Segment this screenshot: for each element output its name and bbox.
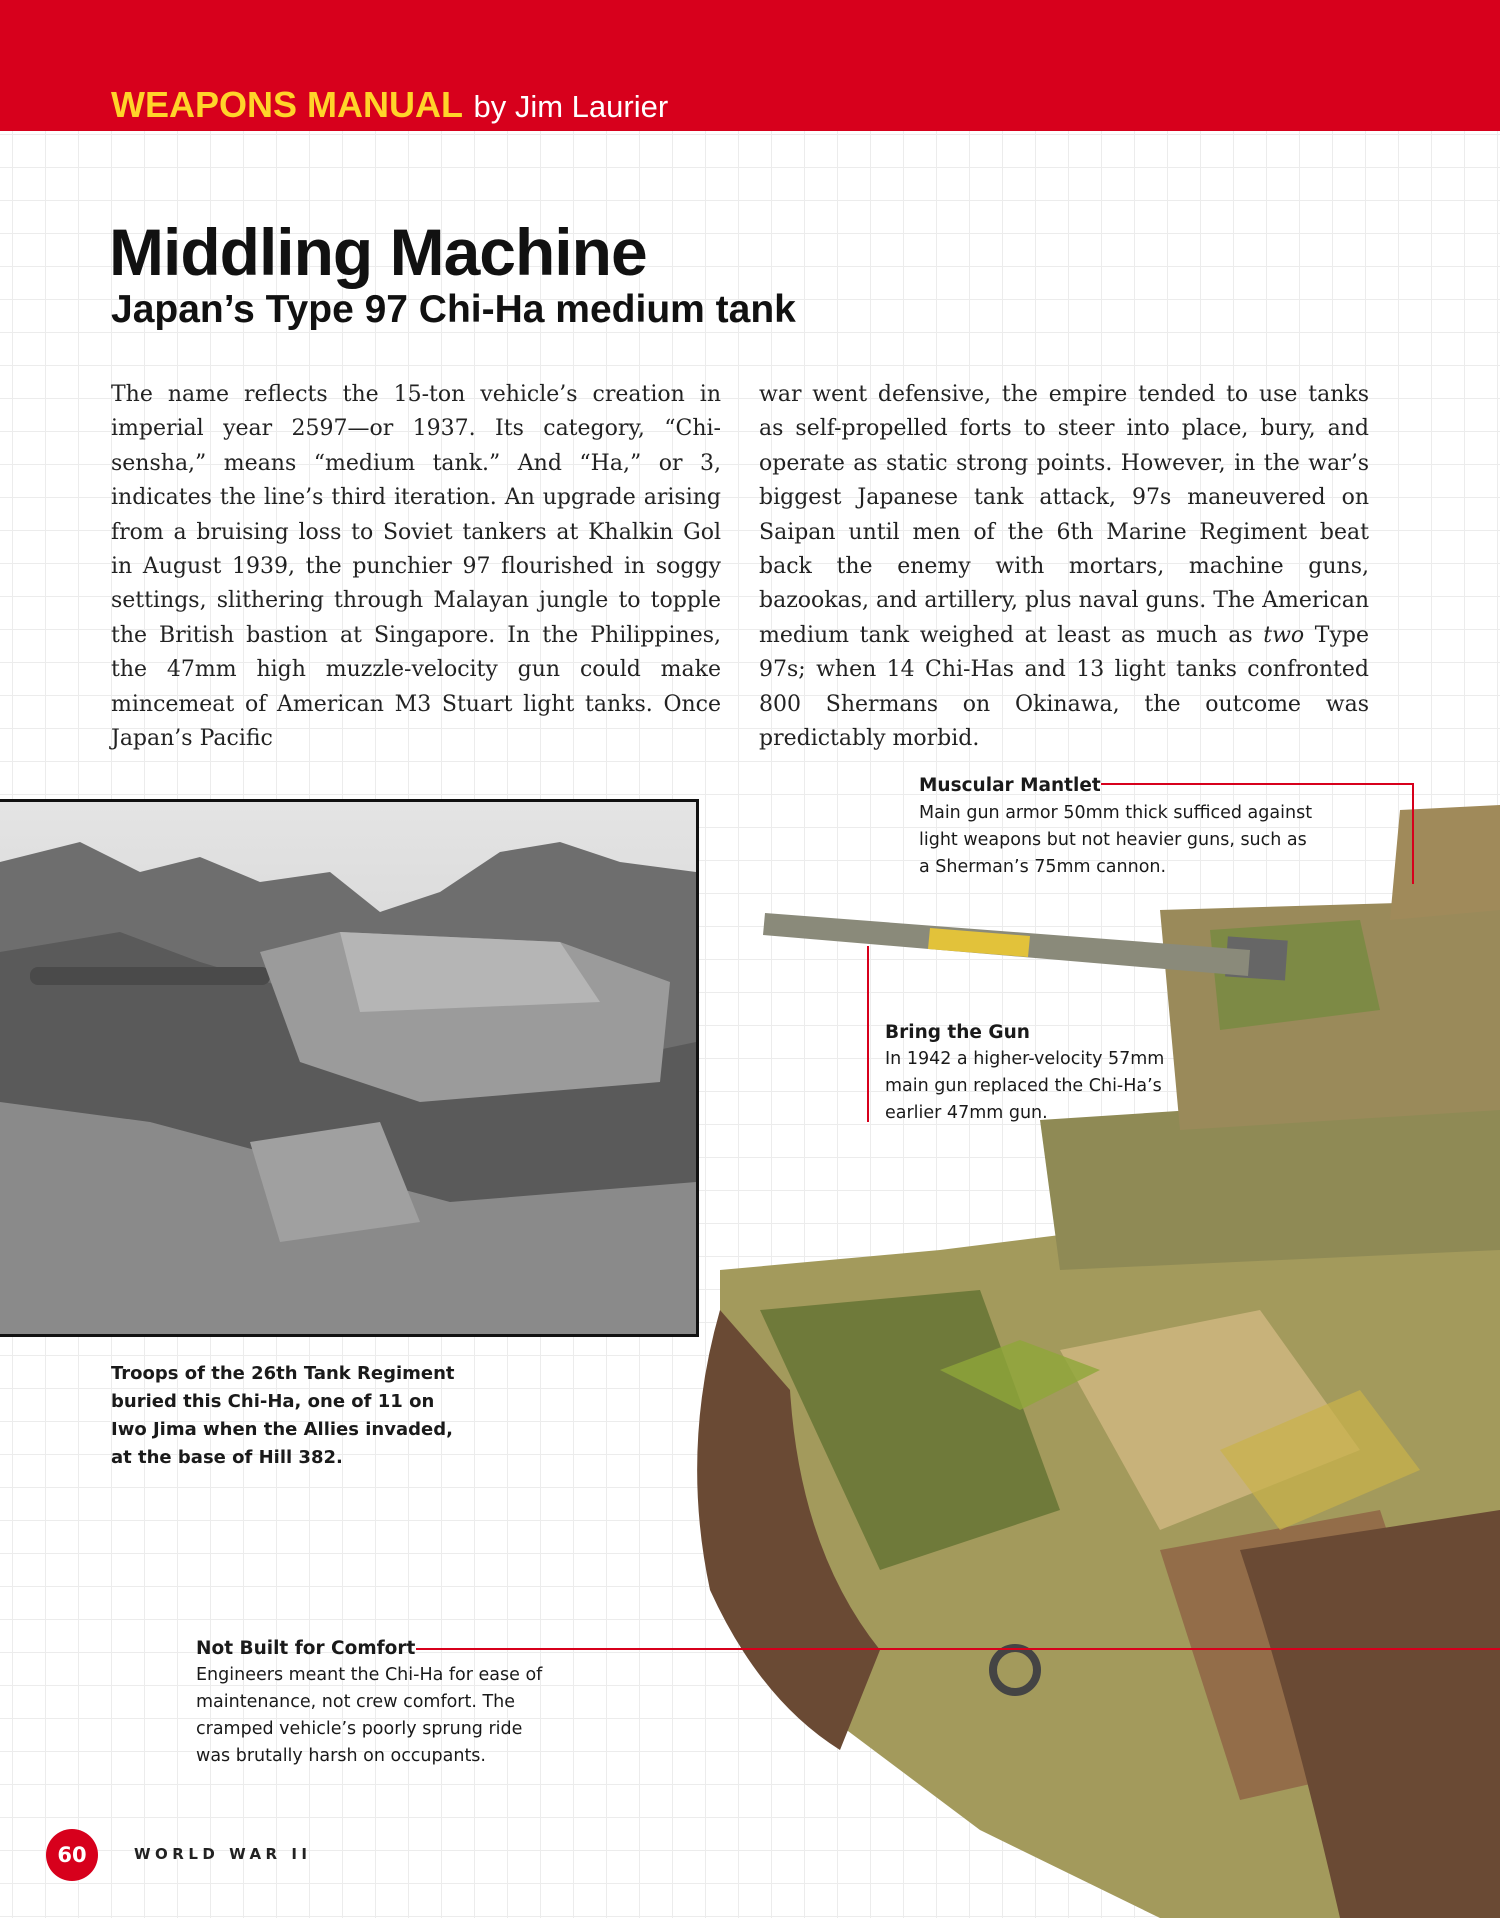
page-number-badge: 60 xyxy=(46,1829,98,1881)
header-banner xyxy=(0,0,1500,131)
byline: by Jim Laurier xyxy=(473,89,669,124)
callout-leader-line xyxy=(867,946,869,1122)
callout-text: In 1942 a higher-velocity 57mm main gun replaced the Chi-Ha’s earlier 47mm gun. xyxy=(885,1049,1165,1123)
section-name: WEAPONS MANUAL xyxy=(111,84,463,125)
callout-bring-the-gun xyxy=(885,1019,1205,1127)
callout-heading: Not Built for Comfort xyxy=(196,1638,416,1659)
callout-leader-line xyxy=(416,1648,1500,1650)
body-text: war went defensive, the empire tended to use tanks as self-propelled forts to steer into place, bury, and operate as static strong points. However, in the war’s biggest Japanese tank attack, 97s maneuvered on Saipan until men of the 6th Marine Regiment beat back the enemy with mortars, machine guns, bazookas, and artillery, plus naval guns. The American medium tank weighed at least as much as xyxy=(759,382,1369,648)
callout-muscular-mantlet xyxy=(919,772,1339,881)
callout-heading: Bring the Gun xyxy=(885,1022,1030,1043)
magazine-name: WORLD WAR II xyxy=(134,1845,312,1863)
body-column-1: The name reflects the 15-ton vehicle’s creation in imperial year 2597—or 1937. Its category, “Chi-sensha,” means “medium tank.” And “Ha,” or 3, indicates the line’s third iteration. An upgrade arising from a bruising loss to Soviet tankers at Khalkin Gol in August 1939, the punchier 97 flourished in soggy settings, slithering through Malayan jungle to topple the British bastion at Singapore. In the Philippines, the 47mm high muzzle-velocity gun could make mincemeat of American M3 Stuart light tanks. Once Japan’s Pacific xyxy=(111,382,721,752)
callout-heading: Muscular Mantlet xyxy=(919,775,1101,796)
tank-illustration xyxy=(460,750,1500,1918)
section-kicker xyxy=(111,84,668,126)
page-title: Middling Machine xyxy=(109,215,647,289)
body-text: Type 97s; when 14 Chi-Has and 13 light tanks confronted 800 Shermans on Okinawa, the outcome was predictably morbid. xyxy=(759,622,1369,752)
body-column-2 xyxy=(759,378,1369,756)
callout-leader-line xyxy=(1412,783,1414,884)
callout-not-built-for-comfort xyxy=(196,1635,556,1770)
page-subtitle: Japan’s Type 97 Chi-Ha medium tank xyxy=(111,288,796,331)
cupola xyxy=(1390,805,1500,920)
photo-caption: Troops of the 26th Tank Regiment buried this Chi-Ha, one of 11 on Iwo Jima when the Allies invaded, at the base of Hill 382. xyxy=(111,1363,455,1468)
callout-text: Engineers meant the Chi-Ha for ease of maintenance, not crew comfort. The cramped vehicle’s poorly sprung ride was brutally harsh on occupants. xyxy=(196,1665,543,1766)
emphasis-text: two xyxy=(1263,622,1305,648)
callout-text: Main gun armor 50mm thick sufficed against light weapons but not heavier guns, such as a Sherman’s 75mm cannon. xyxy=(919,803,1313,877)
